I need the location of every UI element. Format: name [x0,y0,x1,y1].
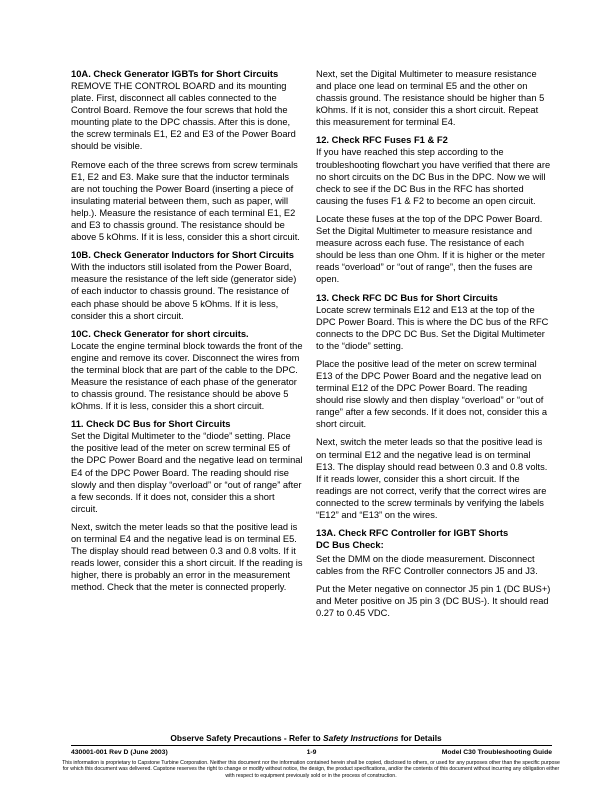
section-10c-paragraph-1: Locate the engine terminal block towards the front of the engine and remove its cover. Disconnect the wires from the terminal block that are part of the cable to the DPC. Measure the resistance of each phase of the generator to chassis ground. The resistance should be above 5 kOhms. If it is less, consider this a short circuit. [71,340,303,412]
section-13a-paragraph-1: Set the DMM on the diode measurement. Disconnect cables from the RFC Controller connectors J5 and J3. [316,554,538,577]
document-title: Model C30 Troubleshooting Guide [441,749,552,756]
safety-caption [0,733,612,743]
section-13-paragraph-3: Next, switch the meter leads so that the positive lead is on terminal E12 and the negative lead is on terminal E13. The display should read between 0.3 and 0.8 volts. If it reads lower, consider this a short circuit. If the readings are not correct, verify that the correct wires are connected to the screw terminals by verifying the labels “E12” and “E13” on the wires. [316,437,548,520]
document-number: 430001-001 Rev D (June 2003) [71,749,168,756]
section-13-heading: 13. Check RFC DC Bus for Short Circuits [316,291,498,303]
section-11-paragraph-3: Next, set the Digital Multimeter to measure resistance and place one lead on terminal E5 and the other on chassis ground. The resistance should be higher than 5 kOhms. If it is not, consider this a short circuit. Repeat this measurement for terminal E4. [316,69,545,128]
dc-bus-check-subheading: DC Bus Check: [316,539,384,551]
section-10b-paragraph-1: With the inductors still isolated from the Power Board, measure the resistance of the left side (generator side) of each inductor to chassis ground. The resistance of each phase should be above 5 kOhms. If it is less, consider this a short circuit. [71,262,297,321]
footer-divider [71,745,552,746]
section-13-paragraph-1: Locate screw terminals E12 and E13 at the top of the DPC Power Board. This is where the DC bus of the RFC connects to the DPC DC Bus. Set the Digital Multimeter to the “diode” setting. [316,304,549,351]
safety-caption-suffix: for Details [398,733,442,743]
section-11-paragraph-1: Set the Digital Multimeter to the “diode” setting. Place the positive lead of the meter on screw terminal E5 of the DPC Power Board and the negative lead on terminal E4 of the DPC Power Board. The reading should rise slowly and then display “overload” or “out of range” after a few seconds. If it does not, consider this a short circuit. [71,431,303,514]
section-10b-heading: 10B. Check Generator Inductors for Short Circuits [71,249,294,261]
section-11-heading: 11. Check DC Bus for Short Circuits [71,418,231,430]
section-12-paragraph-1: If you have reached this step according to the troubleshooting flowchart you have verified that there are no short circuits on the DC Bus in the DPC. Now we will check to see if the DC Bus in the RFC has shorted causing the fuses F1 & F2 to become an open circuit. [316,147,551,206]
page-number: 1-9 [306,749,317,756]
section-11-paragraph-2: Next, switch the meter leads so that the positive lead is on terminal E4 and the negative lead is on terminal E5. The display should read between 0.3 and 0.8 volts. If it reads lower, consider this a short circuit. If the reading is higher, there is probably an error in the measurement method. Check that the meter is connected properly. [71,521,303,593]
safety-caption-prefix: Observe Safety Precautions - Refer to [170,733,323,743]
section-12-heading: 12. Check RFC Fuses F1 & F2 [316,134,448,146]
section-13-paragraph-2: Place the positive lead of the meter on screw terminal E13 of the DPC Power Board and the negative lead on terminal E12 of the DPC Power Board. The reading should rise slowly and then display “overload” or “out of range” after a few seconds. If it does not, consider this a short circuit. [316,358,547,430]
section-10a-heading: 10A. Check Generator IGBTs for Short Circuits [71,68,279,79]
safety-caption-italic: Safety Instructions [322,733,399,743]
section-10a-paragraph-1: REMOVE THE CONTROL BOARD and its mounting plate. First, disconnect all cables connected to the Control Board. Remove the four screws that hold the mounting plate to the DPC chassis. After this is done, the screw terminals E1, E2 and E3 of the Power Board should be visible. [71,81,296,152]
left-column [71,68,304,599]
section-10a-paragraph-2: Remove each of the three screws from screw terminals E1, E2 and E3. Make sure that the inductor terminals are not touching the Power Board (inserting a piece of insulating material between them, such as paper, will help.). Measure the resistance of each terminal E1, E2 and E3 to chassis ground. The resistance should be above 5 kOhms. If it is less, consider this a short circuit. [71,159,300,243]
section-10c-heading: 10C. Check Generator for short circuits. [71,327,249,339]
right-column [316,68,552,626]
section-13a-paragraph-2: Put the Meter negative on connector J5 pin 1 (DC BUS+) and Meter positive on J5 pin 3 (DC BUS-). It should read 0.27 to 0.45 VDC. [316,584,551,619]
legal-notice: This information is proprietary to Capstone Turbine Corporation. Neither this document nor the information contained herein shall be copied, disclosed to others, or used for any purposes other than the specific purpose for which this document was delivered. Capstone reserves the right to change or modify without notice, the design, the product specifications, and/or the contents of this document without incurring any obligation either with respect to equipment previously sold or in the process of construction. [62,760,560,779]
section-13a-heading: 13A. Check RFC Controller for IGBT Shorts [316,527,509,539]
section-12-paragraph-2: Locate these fuses at the top of the DPC Power Board. Set the Digital Multimeter to measure resistance and measure across each fuse. The resistance of each should be less than one Ohm. If it is higher or the meter reads “overload” or “out of range”, then the fuses are open. [316,213,545,285]
